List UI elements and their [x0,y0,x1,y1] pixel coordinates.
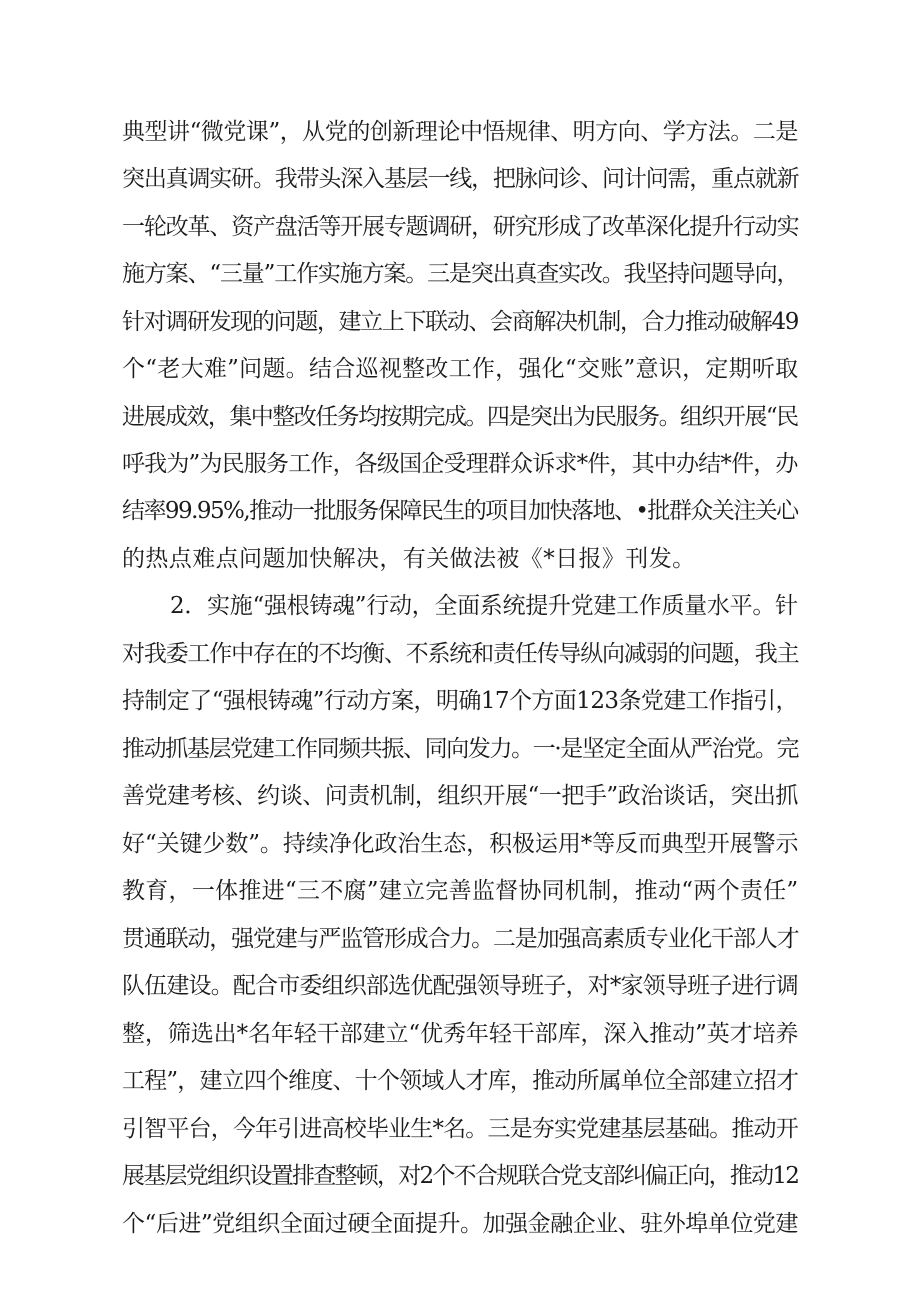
text-line-23: 展基层党组织设置排查整顿，对2个不合规联合党支部纠偏正向，推动12 [122,1163,799,1189]
text-line-10: 的热点难点问题加快解决，有关做法被《*日报》刊发。 [122,546,696,572]
text-line-18: 贯通联动，强党建与严监管形成合力。二是加强高素质专业化干部人才 [122,926,799,952]
text-line-15: 善党建考核、约谈、问责机制，组织开展“一把手”政治谈话，突出抓 [122,783,798,809]
text-line-13: 持制定了“强根铸魂”行动方案，明确17个方面123条党建工作指引， [122,688,798,714]
text-line-1: 典型讲“微党课”，从党的创新理论中悟规律、明方向、学方法。二是 [122,119,798,145]
text-line-17: 教育，一体推进“三不腐”建立完善监督协同机制，推动“两个责任” [122,878,799,904]
text-line-14: 推动抓基层党建工作同频共振、同向发力。一·是坚定全面从严治党。完 [122,736,799,762]
text-line-11: 2．实施“强根铸魂”行动，全面系统提升党建工作质量水平。针 [170,593,798,619]
text-line-16: 好“关键少数”。持续净化政治生态，积极运用*等反而典型开展警示 [122,831,799,857]
text-line-7: 进展成效，集中整改任务均按期完成。四是突出为民服务。组织开展“民 [122,404,798,430]
text-line-2: 突出真调实研。我带头深入基层一线，把脉问诊、问计问需，重点就新 [122,166,799,192]
text-line-21: 工程”，建立四个维度、十个领域人才库，推动所属单位全部建立招才 [122,1068,799,1094]
text-line-12: 对我委工作中存在的不均衡、不系统和责任传导纵向减弱的问题，我主 [122,641,799,667]
text-line-20: 整，筛选出*名年轻干部建立“优秀年轻干部库，深入推动”英才培养 [122,1021,799,1047]
text-line-22: 引智平台，今年引进高校毕业生*名。三是夯实党建基层基础。推动开 [122,1116,798,1142]
text-line-19: 队伍建设。配合市委组织部选优配强领导班子，对*家领导班子进行调 [122,973,798,999]
text-line-9: 结率99.95%,推动一批服务保障民生的项目加快落地、•批群众关注关心 [122,498,798,524]
text-line-8: 呼我为”为民服务工作，各级国企受理群众诉求*件，其中办结*件，办 [122,451,798,477]
text-line-6: 个“老大难”问题。结合巡视整改工作，强化“交账”意识，定期听取 [122,356,799,382]
text-line-5: 针对调研发现的问题，建立上下联动、会商解决机制，合力推动破解49 [122,309,799,335]
text-line-4: 施方案、“三量”工作实施方案。三是突出真查实改。我坚持问题导向， [122,261,799,287]
text-line-3: 一轮改革、资产盘活等开展专题调研，研究形成了改革深化提升行动实 [122,214,799,240]
text-line-24: 个“后进”党组织全面过硬全面提升。加强金融企业、驻外埠单位党建 [122,1211,798,1237]
